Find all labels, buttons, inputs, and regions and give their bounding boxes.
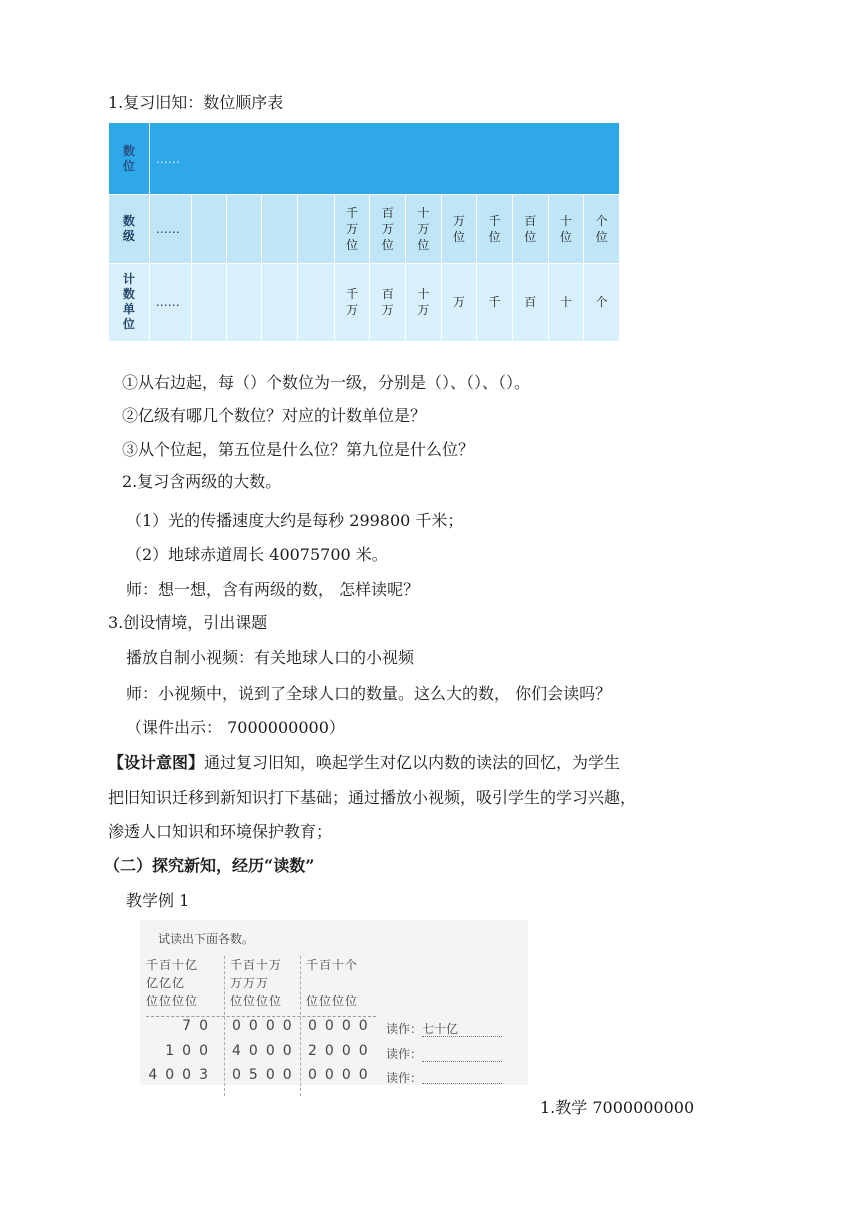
section3-title: 3.创设情境，引出课题 — [108, 613, 268, 632]
question-1: ①从右边起，每（）个数位为一级，分别是（）、（）、（）。 — [122, 373, 531, 392]
yi-group-header: 千百十亿 亿亿亿 位位位位 — [146, 958, 199, 1008]
read-as: 读作： — [386, 1047, 423, 1061]
dots-cell: …… — [149, 263, 192, 341]
section2-item-1: （1）光的传播速度大约是每秒 299800 千米； — [126, 511, 464, 530]
design-intent-label: 【设计意图】 — [108, 753, 205, 772]
unit-cell: 个 — [584, 263, 620, 341]
read-as: 读作： — [386, 1071, 423, 1085]
column-separator — [224, 956, 226, 1096]
read-as: 读作：七十亿 — [386, 1022, 459, 1036]
answer-line — [422, 1083, 502, 1084]
ge-digits: 2000 — [308, 1043, 376, 1059]
example-image — [140, 920, 528, 1085]
design-intent-line-3: 渗透人口知识和环境保护教育； — [108, 822, 333, 841]
yi-digits: 100 — [165, 1043, 216, 1059]
section3-line-1: 播放自制小视频：有关地球人口的小视频 — [126, 648, 415, 667]
answer-line — [422, 1061, 502, 1062]
question-3: ③从个位起，第五位是什么位？第九位是什么位？ — [122, 440, 475, 459]
yi-digits: 4003 — [148, 1067, 216, 1083]
bottom-line: 1.教学 7000000000 — [540, 1098, 695, 1117]
section3-line-2: 师：小视频中，说到了全球人口的数量。这么大的数， 你们会读吗？ — [126, 684, 612, 703]
section3-line-3: （课件出示： 7000000000） — [126, 718, 345, 737]
wan-digits: 4000 — [232, 1043, 300, 1059]
table-row — [109, 263, 620, 341]
part2-title: （二）探究新知，经历“读数” — [104, 856, 315, 875]
place-value-table — [108, 122, 620, 342]
unit-cell: 千万 — [334, 263, 370, 341]
wan-digits: 0000 — [232, 1018, 300, 1034]
design-intent-text: 通过复习旧知，唤起学生对亿以内数的读法的回忆，为学生 — [204, 753, 621, 772]
position-cell: 十位 — [548, 195, 584, 263]
header-rule — [146, 1016, 376, 1017]
table-row — [109, 195, 620, 263]
question-2: ②亿级有哪几个数位？对应的计数单位是？ — [122, 406, 427, 425]
position-cell: 千万位 — [334, 195, 370, 263]
ge-digits: 0000 — [308, 1018, 376, 1034]
section1-title: 1.复习旧知：数位顺序表 — [108, 93, 284, 112]
section2-item-2: （2）地球赤道周长 40075700 米。 — [126, 545, 388, 564]
read-answer: 七十亿 — [422, 1022, 459, 1036]
unit-cell: 百 — [512, 263, 548, 341]
wan-group-header: 千百十万 万万万 位位位位 — [230, 958, 283, 1008]
table-row — [109, 123, 620, 195]
position-cell: 百万位 — [370, 195, 406, 263]
example-image-title: 试读出下面各数。 — [158, 932, 255, 946]
wan-digits: 0500 — [232, 1067, 300, 1083]
row-header-jishudanwei: 计数单位 — [109, 263, 150, 341]
unit-cell: 十 — [548, 263, 584, 341]
column-separator — [300, 956, 302, 1096]
row-header-shuji: 数级 — [109, 195, 150, 263]
unit-cell: 千 — [477, 263, 513, 341]
position-cell: 十万位 — [406, 195, 442, 263]
section2-teacher: 师：想一想，含有两级的数， 怎样读呢？ — [126, 580, 420, 599]
design-intent-line-2: 把旧知识迁移到新知识打下基础；通过播放小视频，吸引学生的学习兴趣， — [108, 788, 637, 807]
dots-cell: …… — [149, 123, 619, 195]
row-header-shuwei: 数位 — [109, 123, 150, 195]
ge-digits: 0000 — [308, 1067, 376, 1083]
position-cell: 个位 — [584, 195, 620, 263]
design-intent-line-1 — [108, 753, 620, 773]
position-cell: 百位 — [512, 195, 548, 263]
unit-cell: 十万 — [406, 263, 442, 341]
answer-line — [422, 1036, 502, 1037]
position-cell: 千位 — [477, 195, 513, 263]
dots-cell: …… — [149, 195, 192, 263]
yi-digits: 70 — [182, 1018, 216, 1034]
unit-cell: 万 — [441, 263, 477, 341]
example-label: 教学例 1 — [126, 891, 190, 910]
ge-group-header: 千百十个 位位位位 — [306, 958, 359, 1008]
position-cell: 万位 — [441, 195, 477, 263]
section2-title: 2.复习含两级的大数。 — [122, 472, 282, 491]
unit-cell: 百万 — [370, 263, 406, 341]
